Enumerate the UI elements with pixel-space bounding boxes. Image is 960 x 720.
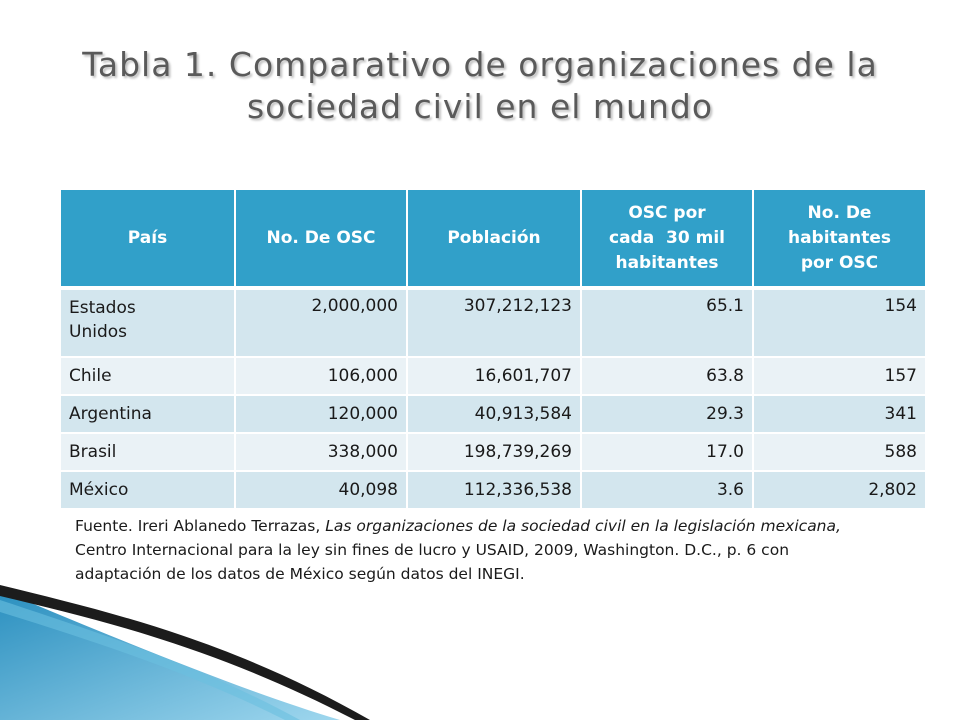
cell-country: Chile — [61, 357, 235, 395]
source-book-title: Las organizaciones de la sociedad civil en la legislación mexicana, — [325, 517, 841, 535]
cell-inhab-per-osc: 588 — [753, 433, 925, 471]
slide-title — [40, 44, 920, 128]
country-line-1: Estados — [69, 298, 136, 318]
cell-population: 40,913,584 — [407, 395, 581, 433]
source-note — [75, 514, 875, 586]
title-line-2: sociedad civil en el mundo — [246, 87, 714, 126]
country-line-2: Unidos — [69, 322, 127, 342]
header-inhab-line1: No. De — [807, 202, 872, 223]
table-row — [61, 288, 925, 357]
osc-comparison-table — [61, 190, 925, 510]
source-suffix: Centro Internacional para la ley sin fines de lucro y USAID, 2009, Washington. D.C., p. 6 con adaptación de los datos de México según datos del INEGI. — [75, 541, 790, 583]
table-row — [61, 471, 925, 509]
cell-inhab-per-osc: 2,802 — [753, 471, 925, 509]
cell-country: Brasil — [61, 433, 235, 471]
cell-osc-per-30k: 63.8 — [581, 357, 753, 395]
cell-population: 198,739,269 — [407, 433, 581, 471]
title-line-1: Tabla 1. Comparativo de organizaciones de la — [82, 45, 878, 84]
cell-country: México — [61, 471, 235, 509]
cell-osc: 338,000 — [235, 433, 407, 471]
header-osc: No. De OSC — [235, 190, 407, 288]
header-population: Población — [407, 190, 581, 288]
cell-population: 307,212,123 — [407, 288, 581, 357]
source-prefix: Fuente. Ireri Ablanedo Terrazas, — [75, 517, 326, 535]
header-osc-per-30k-line2: cada 30 mil — [609, 227, 725, 248]
cell-inhab-per-osc: 157 — [753, 357, 925, 395]
cell-osc: 40,098 — [235, 471, 407, 509]
table-row — [61, 395, 925, 433]
cell-osc: 120,000 — [235, 395, 407, 433]
cell-inhab-per-osc: 154 — [753, 288, 925, 357]
table-row — [61, 357, 925, 395]
cell-osc-per-30k: 3.6 — [581, 471, 753, 509]
header-osc-per-30k-line3: habitantes — [615, 252, 719, 273]
header-osc-per-30k-line1: OSC por — [628, 202, 706, 223]
cell-population: 16,601,707 — [407, 357, 581, 395]
cell-osc-per-30k: 65.1 — [581, 288, 753, 357]
header-inhabitants-per-osc — [753, 190, 925, 288]
cell-osc: 2,000,000 — [235, 288, 407, 357]
cell-osc-per-30k: 29.3 — [581, 395, 753, 433]
header-inhab-line2: habitantes — [787, 227, 892, 248]
header-inhab-line3: por OSC — [800, 252, 879, 273]
cell-osc: 106,000 — [235, 357, 407, 395]
cell-inhab-per-osc: 341 — [753, 395, 925, 433]
cell-country: Argentina — [61, 395, 235, 433]
table-row — [61, 433, 925, 471]
table-header-row — [61, 190, 925, 288]
header-country: País — [61, 190, 235, 288]
cell-osc-per-30k: 17.0 — [581, 433, 753, 471]
header-osc-per-30k — [581, 190, 753, 288]
cell-population: 112,336,538 — [407, 471, 581, 509]
cell-country — [61, 288, 235, 357]
